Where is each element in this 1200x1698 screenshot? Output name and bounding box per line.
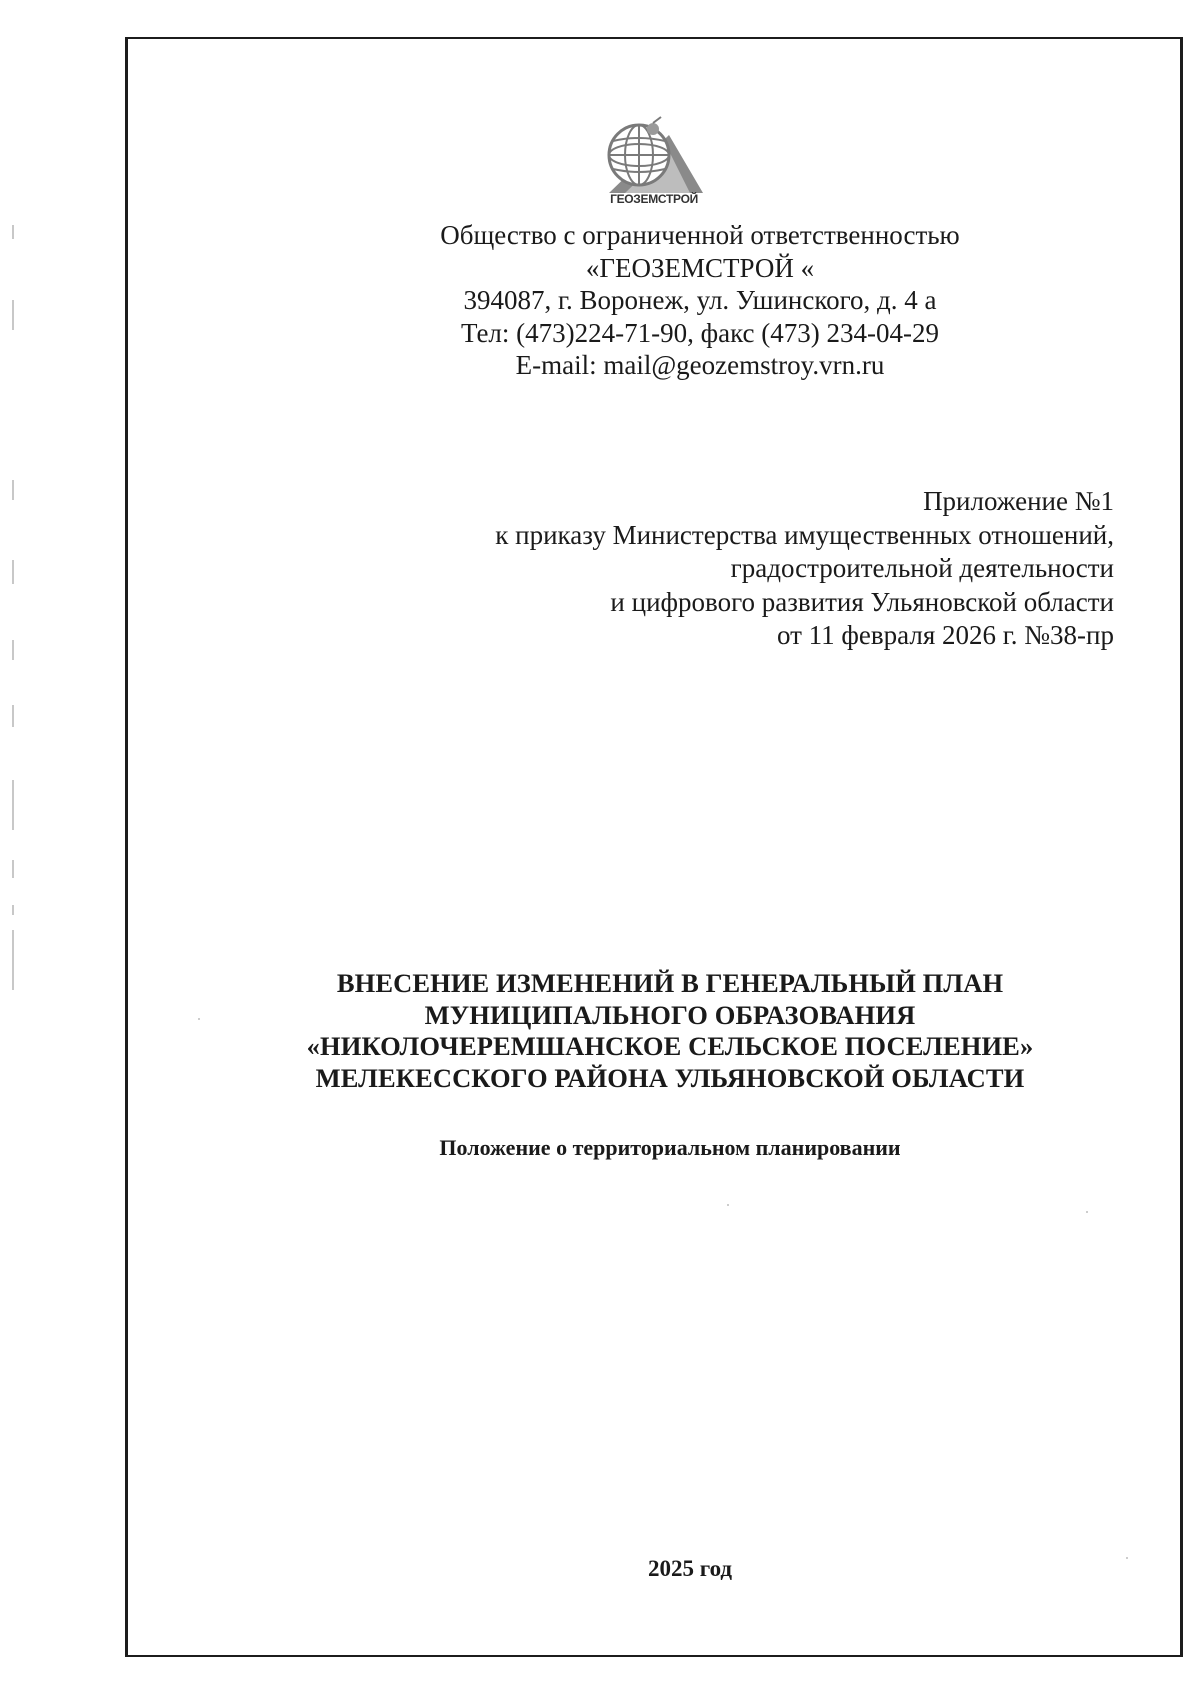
organization-name: Общество с ограниченной ответственностью	[440, 220, 960, 250]
scan-margin-mark	[12, 930, 14, 990]
organization-brand: «ГЕОЗЕМСТРОЙ «	[585, 252, 815, 283]
approval-line: к приказу Министерства имущественных отношений,	[495, 519, 1114, 550]
approval-line: и цифрового развития Ульяновской области	[610, 586, 1114, 617]
scan-margin-mark	[12, 705, 14, 727]
approval-line: градостроительной деятельности	[730, 553, 1114, 583]
logo-caption: ГЕОЗЕМСТРОЙ	[610, 192, 698, 206]
scan-margin-mark	[12, 480, 14, 500]
scan-margin-mark	[12, 225, 14, 239]
scan-margin-mark	[12, 300, 14, 330]
scan-speck	[727, 1204, 729, 1206]
scan-margin-mark	[12, 780, 14, 830]
title-line: МЕЛЕКЕССКОГО РАЙОНА УЛЬЯНОВСКОЙ ОБЛАСТИ	[315, 1062, 1025, 1093]
scan-margin-mark	[12, 860, 14, 878]
title-line: ВНЕСЕНИЕ ИЗМЕНЕНИЙ В ГЕНЕРАЛЬНЫЙ ПЛАН	[336, 968, 1004, 998]
appendix-number: Приложение №1	[923, 486, 1114, 516]
organization-phone: Тел: (473)224-71-90, факс (473) 234-04-29	[460, 317, 939, 348]
scan-margin-mark	[12, 560, 14, 584]
organization-header	[300, 219, 1100, 382]
approval-date: от 11 февраля 2026 г. №38-пр	[776, 620, 1114, 650]
scan-margin-mark	[12, 640, 14, 660]
approval-block	[354, 485, 1114, 653]
organization-address: 394087, г. Воронеж, ул. Ушинского, д. 4 а	[463, 285, 937, 315]
scan-margin-mark	[12, 905, 14, 915]
scan-speck	[1086, 1211, 1088, 1213]
title-line: «НИКОЛОЧЕРЕМШАНСКОЕ СЕЛЬСКОЕ ПОСЕЛЕНИЕ»	[306, 1031, 1034, 1061]
scan-speck	[198, 1018, 200, 1020]
document-subtitle: Положение о территориальном планировании	[439, 1135, 901, 1160]
organization-email: E-mail: mail@geozemstroy.vrn.ru	[515, 350, 885, 380]
title-line: МУНИЦИПАЛЬНОГО ОБРАЗОВАНИЯ	[424, 999, 916, 1030]
document-title	[200, 968, 1140, 1094]
document-year: 2025 год	[647, 1556, 733, 1581]
scan-speck	[1126, 1557, 1128, 1559]
